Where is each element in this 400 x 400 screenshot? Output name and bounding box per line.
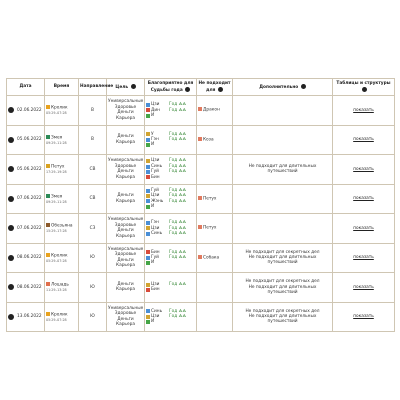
stem-name: Гэн bbox=[151, 137, 159, 143]
tables-cell bbox=[333, 96, 395, 126]
goal-cell bbox=[107, 214, 145, 244]
element-swatch bbox=[146, 143, 150, 147]
not-suitable-value: Собака bbox=[203, 255, 220, 261]
extra-cell bbox=[233, 96, 333, 126]
table-row bbox=[7, 302, 395, 332]
extra-cell bbox=[233, 125, 333, 155]
element-swatch bbox=[146, 261, 150, 265]
goal-cell bbox=[107, 184, 145, 214]
stem-name: Гуй bbox=[151, 187, 159, 193]
show-link[interactable]: показать bbox=[353, 166, 374, 172]
element-swatch bbox=[146, 175, 150, 179]
extra-line: путешествий bbox=[267, 289, 298, 295]
tables-cell bbox=[333, 243, 395, 273]
info-icon[interactable] bbox=[8, 107, 14, 113]
col-date-header: Дата bbox=[7, 79, 45, 96]
element-swatch bbox=[146, 103, 150, 107]
stem-name: Бин bbox=[151, 287, 160, 293]
stem-name: И bbox=[151, 142, 155, 148]
direction-cell: СЗ bbox=[79, 214, 107, 244]
goal-item: Универсальные bbox=[108, 158, 144, 164]
goal-cell bbox=[107, 96, 145, 126]
not-suitable-value: Коза bbox=[203, 137, 214, 143]
stem-name: Цзи bbox=[151, 281, 160, 287]
extra-line: Не подходит для длительных bbox=[248, 163, 317, 169]
not-suitable-value: Дракон bbox=[203, 107, 220, 113]
goal-item: Универсальные bbox=[108, 246, 144, 252]
goal-cell bbox=[107, 155, 145, 185]
show-link[interactable]: показать bbox=[353, 196, 374, 202]
stem-name: Цзи bbox=[151, 225, 160, 231]
date-cell bbox=[7, 243, 45, 273]
year-mark: Год 🜁🜁 bbox=[169, 137, 187, 143]
time-range: 05:29–07:28 bbox=[46, 258, 67, 263]
year-mark: Год 🜁🜁 bbox=[169, 198, 187, 204]
time-cell bbox=[45, 96, 79, 126]
year-mark: Год 🜁🜁 bbox=[169, 169, 187, 175]
stem-name: Гэн bbox=[151, 220, 159, 226]
favorable-cell bbox=[145, 214, 197, 244]
goal-item: Деньги bbox=[117, 134, 134, 140]
element-swatch bbox=[146, 114, 150, 118]
goal-item: Деньги bbox=[117, 169, 134, 175]
element-swatch bbox=[146, 194, 150, 198]
time-animal: Кролик bbox=[51, 253, 68, 259]
element-swatch bbox=[146, 315, 150, 319]
stem-name: Цзи bbox=[151, 158, 160, 164]
goal-item: Карьера bbox=[116, 287, 135, 293]
extra-line: путешествий bbox=[267, 260, 298, 266]
rabbit-icon bbox=[46, 253, 50, 257]
favorable-header-label: Благоприятно для Судьбы года bbox=[147, 81, 194, 93]
goal-item: Карьера bbox=[116, 233, 135, 239]
goal-item: Деньги bbox=[117, 228, 134, 234]
element-swatch bbox=[146, 165, 150, 169]
extra-line: путешествий bbox=[267, 169, 298, 175]
goal-item: Деньги bbox=[117, 193, 134, 199]
time-cell bbox=[45, 273, 79, 303]
goal-cell bbox=[107, 273, 145, 303]
favorable-cell bbox=[145, 273, 197, 303]
stem-name: Цзи bbox=[151, 193, 160, 199]
goal-item: Универсальные bbox=[108, 305, 144, 311]
time-cell bbox=[45, 214, 79, 244]
not-suitable-header-label: Не подходит для bbox=[198, 81, 231, 93]
not-suitable-cell bbox=[197, 184, 233, 214]
goal-cell bbox=[107, 125, 145, 155]
goal-item: Здоровье bbox=[114, 222, 137, 228]
direction-cell: СВ bbox=[79, 184, 107, 214]
info-icon[interactable] bbox=[8, 196, 14, 202]
show-link[interactable]: показать bbox=[353, 314, 374, 320]
tables-cell bbox=[333, 273, 395, 303]
time-cell bbox=[45, 125, 79, 155]
favorable-cell bbox=[145, 302, 197, 332]
col-time-header: Время bbox=[45, 79, 79, 96]
table-row bbox=[7, 125, 395, 155]
stem-name: Цзи bbox=[151, 102, 160, 108]
date-cell bbox=[7, 184, 45, 214]
not-suitable-cell bbox=[197, 273, 233, 303]
help-icon[interactable] bbox=[131, 84, 136, 89]
stem-name: И bbox=[151, 319, 155, 325]
tables-cell bbox=[333, 125, 395, 155]
not-suitable-cell bbox=[197, 125, 233, 155]
extra-line: путешествий bbox=[267, 319, 298, 325]
direction-cell: Ю bbox=[79, 273, 107, 303]
not-suitable-cell bbox=[197, 243, 233, 273]
element-swatch bbox=[146, 199, 150, 203]
extra-cell bbox=[233, 302, 333, 332]
col-extra-header bbox=[233, 79, 333, 96]
favorable-item bbox=[146, 175, 195, 180]
time-animal: Обезьяна bbox=[51, 223, 73, 229]
element-swatch bbox=[146, 170, 150, 174]
year-mark: Год 🜁🜁 bbox=[169, 102, 187, 108]
element-swatch bbox=[146, 189, 150, 193]
schedule-table bbox=[6, 78, 395, 332]
not-suitable-cell bbox=[197, 96, 233, 126]
time-animal: Змея bbox=[51, 135, 63, 141]
stem-name: Бин bbox=[151, 249, 160, 255]
date-cell bbox=[7, 125, 45, 155]
table-row bbox=[7, 184, 395, 214]
goal-item: Карьера bbox=[116, 322, 135, 328]
tables-cell bbox=[333, 184, 395, 214]
animal-icon bbox=[198, 137, 202, 141]
direction-cell: В bbox=[79, 96, 107, 126]
not-suitable-cell bbox=[197, 302, 233, 332]
date-value: 02.06.2022 bbox=[17, 107, 42, 113]
snake-icon bbox=[46, 135, 50, 139]
time-range: 17:29–19:28 bbox=[46, 170, 67, 175]
favorable-item bbox=[146, 231, 195, 236]
stem-name: Жэнь bbox=[151, 198, 164, 204]
goal-item: Здоровье bbox=[114, 252, 137, 258]
date-value: 13.06.2022 bbox=[17, 314, 42, 320]
table-body bbox=[7, 96, 395, 332]
year-mark: Год 🜁🜁 bbox=[169, 308, 187, 314]
help-icon[interactable] bbox=[185, 87, 190, 92]
schedule-table-wrapper bbox=[6, 78, 394, 332]
info-icon[interactable] bbox=[8, 284, 14, 290]
stem-name: Дин bbox=[151, 107, 160, 113]
extra-line: Не подходит для секретных дел bbox=[245, 308, 320, 314]
goal-item: Деньги bbox=[117, 257, 134, 263]
time-range: 15:29–17:28 bbox=[46, 229, 67, 234]
help-icon[interactable] bbox=[218, 87, 223, 92]
extra-line: Не подходит для секретных дел bbox=[245, 249, 320, 255]
goal-item: Карьера bbox=[116, 139, 135, 145]
goal-item: Карьера bbox=[116, 174, 135, 180]
year-mark: Год 🜁🜁 bbox=[169, 131, 187, 137]
info-icon[interactable] bbox=[8, 225, 14, 231]
show-link[interactable]: показать bbox=[353, 107, 374, 113]
goal-item: Деньги bbox=[117, 110, 134, 116]
element-swatch bbox=[146, 159, 150, 163]
time-animal: Кролик bbox=[51, 312, 68, 318]
info-icon[interactable] bbox=[8, 166, 14, 172]
date-value: 08.06.2022 bbox=[17, 255, 42, 261]
favorable-item bbox=[146, 287, 195, 292]
show-link[interactable]: показать bbox=[353, 225, 374, 231]
favorable-item bbox=[146, 260, 195, 265]
year-mark: Год 🜁🜁 bbox=[169, 314, 187, 320]
favorable-cell bbox=[145, 125, 197, 155]
stem-name: И bbox=[151, 260, 155, 266]
col-direction-header: Направление bbox=[79, 79, 107, 96]
favorable-item bbox=[146, 142, 195, 147]
element-swatch bbox=[146, 320, 150, 324]
direction-cell: В bbox=[79, 125, 107, 155]
favorable-item bbox=[146, 319, 195, 324]
monkey-icon bbox=[46, 223, 50, 227]
stem-name: Бин bbox=[151, 174, 160, 180]
element-swatch bbox=[146, 256, 150, 260]
snake-icon bbox=[46, 194, 50, 198]
table-row bbox=[7, 214, 395, 244]
element-swatch bbox=[146, 205, 150, 209]
date-value: 08.06.2022 bbox=[17, 284, 42, 290]
info-icon[interactable] bbox=[8, 314, 14, 320]
goal-item: Деньги bbox=[117, 316, 134, 322]
time-range: 11:29–13:28 bbox=[46, 288, 67, 293]
table-row bbox=[7, 155, 395, 185]
date-value: 07.06.2022 bbox=[17, 225, 42, 231]
goal-item: Здоровье bbox=[114, 163, 137, 169]
tables-cell bbox=[333, 155, 395, 185]
time-animal: Петух bbox=[51, 164, 65, 170]
date-cell bbox=[7, 214, 45, 244]
favorable-item bbox=[146, 204, 195, 209]
element-swatch bbox=[146, 232, 150, 236]
date-cell bbox=[7, 302, 45, 332]
direction-cell: СВ bbox=[79, 155, 107, 185]
table-row bbox=[7, 243, 395, 273]
not-suitable-cell bbox=[197, 214, 233, 244]
animal-icon bbox=[198, 225, 202, 229]
help-icon[interactable] bbox=[362, 87, 367, 92]
time-range: 09:29–11:28 bbox=[46, 140, 67, 145]
favorable-cell bbox=[145, 184, 197, 214]
horse-icon bbox=[46, 282, 50, 286]
extra-cell bbox=[233, 155, 333, 185]
stem-name: И bbox=[151, 112, 155, 118]
direction-cell: Ю bbox=[79, 243, 107, 273]
date-cell bbox=[7, 273, 45, 303]
extra-line: Не подходит для длительных bbox=[248, 314, 317, 320]
year-mark: Год 🜁🜁 bbox=[169, 255, 187, 261]
element-swatch bbox=[146, 309, 150, 313]
extra-line: Не подходит для длительных bbox=[248, 255, 317, 261]
extra-line: Не подходит для секретных дел bbox=[245, 279, 320, 285]
tables-cell bbox=[333, 302, 395, 332]
favorable-cell bbox=[145, 96, 197, 126]
year-mark: Год 🜁🜁 bbox=[169, 220, 187, 226]
time-cell bbox=[45, 302, 79, 332]
time-cell bbox=[45, 243, 79, 273]
time-animal: Кролик bbox=[51, 105, 68, 111]
year-mark: Год 🜁🜁 bbox=[169, 193, 187, 199]
time-cell bbox=[45, 184, 79, 214]
time-range: 05:29–07:28 bbox=[46, 111, 67, 116]
date-value: 05.06.2022 bbox=[17, 166, 42, 172]
date-cell bbox=[7, 96, 45, 126]
goal-header-label: Цель bbox=[115, 84, 129, 90]
stem-name: И bbox=[151, 204, 155, 210]
favorable-cell bbox=[145, 155, 197, 185]
time-animal: Лошадь bbox=[51, 282, 69, 288]
animal-icon bbox=[198, 107, 202, 111]
goal-item: Здоровье bbox=[114, 311, 137, 317]
element-swatch bbox=[146, 221, 150, 225]
element-swatch bbox=[146, 108, 150, 112]
tables-cell bbox=[333, 214, 395, 244]
goal-item: Деньги bbox=[117, 281, 134, 287]
stem-name: Синь bbox=[151, 163, 163, 169]
date-cell bbox=[7, 155, 45, 185]
goal-item: Универсальные bbox=[108, 217, 144, 223]
goal-item: Карьера bbox=[116, 115, 135, 121]
show-link[interactable]: показать bbox=[353, 284, 374, 290]
direction-cell: Ю bbox=[79, 302, 107, 332]
year-mark: Год 🜁🜁 bbox=[169, 225, 187, 231]
time-range: 09:29–11:28 bbox=[46, 199, 67, 204]
element-swatch bbox=[146, 250, 150, 254]
table-row bbox=[7, 273, 395, 303]
stem-name: Гуй bbox=[151, 169, 159, 175]
animal-icon bbox=[198, 196, 202, 200]
info-icon[interactable] bbox=[8, 255, 14, 261]
year-mark: Год 🜁🜁 bbox=[169, 158, 187, 164]
date-value: 07.06.2022 bbox=[17, 196, 42, 202]
year-mark: Год 🜁🜁 bbox=[169, 230, 187, 236]
date-value: 05.06.2022 bbox=[17, 137, 42, 143]
extra-header-label: Дополнительно bbox=[259, 84, 299, 90]
help-icon[interactable] bbox=[301, 84, 306, 89]
animal-icon bbox=[198, 255, 202, 259]
table-header bbox=[7, 79, 395, 96]
col-favorable-header bbox=[145, 79, 197, 96]
year-mark: Год 🜁🜁 bbox=[169, 187, 187, 193]
year-mark: Год 🜁🜁 bbox=[169, 163, 187, 169]
col-tables-header bbox=[333, 79, 395, 96]
extra-cell bbox=[233, 184, 333, 214]
table-row bbox=[7, 96, 395, 126]
rooster-icon bbox=[46, 164, 50, 168]
extra-line: Не подходит для длительных bbox=[248, 284, 317, 290]
stem-name: Гуй bbox=[151, 255, 159, 261]
not-suitable-cell bbox=[197, 155, 233, 185]
year-mark: Год 🜁🜁 bbox=[169, 281, 187, 287]
goal-item: Карьера bbox=[116, 198, 135, 204]
stem-name: Цзи bbox=[151, 314, 160, 320]
extra-cell bbox=[233, 273, 333, 303]
info-icon[interactable] bbox=[8, 137, 14, 143]
goal-item: Здоровье bbox=[114, 104, 137, 110]
year-mark: Год 🜁🜁 bbox=[169, 249, 187, 255]
show-link[interactable]: показать bbox=[353, 255, 374, 261]
extra-cell bbox=[233, 214, 333, 244]
stem-name: Синь bbox=[151, 308, 163, 314]
goal-cell bbox=[107, 302, 145, 332]
stem-name: У bbox=[151, 131, 154, 137]
not-suitable-value: Петух bbox=[203, 196, 217, 202]
goal-item: Карьера bbox=[116, 263, 135, 269]
time-range: 05:29–07:28 bbox=[46, 317, 67, 322]
tables-header-label: Таблицы и структуры bbox=[336, 81, 391, 87]
element-swatch bbox=[146, 226, 150, 230]
not-suitable-value: Петух bbox=[203, 225, 217, 231]
year-mark: Год 🜁🜁 bbox=[169, 107, 187, 113]
element-swatch bbox=[146, 132, 150, 136]
time-animal: Змея bbox=[51, 194, 63, 200]
element-swatch bbox=[146, 138, 150, 142]
rabbit-icon bbox=[46, 312, 50, 316]
goal-cell bbox=[107, 243, 145, 273]
col-not-suitable-header bbox=[197, 79, 233, 96]
rabbit-icon bbox=[46, 105, 50, 109]
show-link[interactable]: показать bbox=[353, 137, 374, 143]
time-cell bbox=[45, 155, 79, 185]
stem-name: Синь bbox=[151, 230, 163, 236]
element-swatch bbox=[146, 283, 150, 287]
favorable-item bbox=[146, 113, 195, 118]
extra-cell bbox=[233, 243, 333, 273]
goal-item: Универсальные bbox=[108, 99, 144, 105]
favorable-cell bbox=[145, 243, 197, 273]
element-swatch bbox=[146, 288, 150, 292]
